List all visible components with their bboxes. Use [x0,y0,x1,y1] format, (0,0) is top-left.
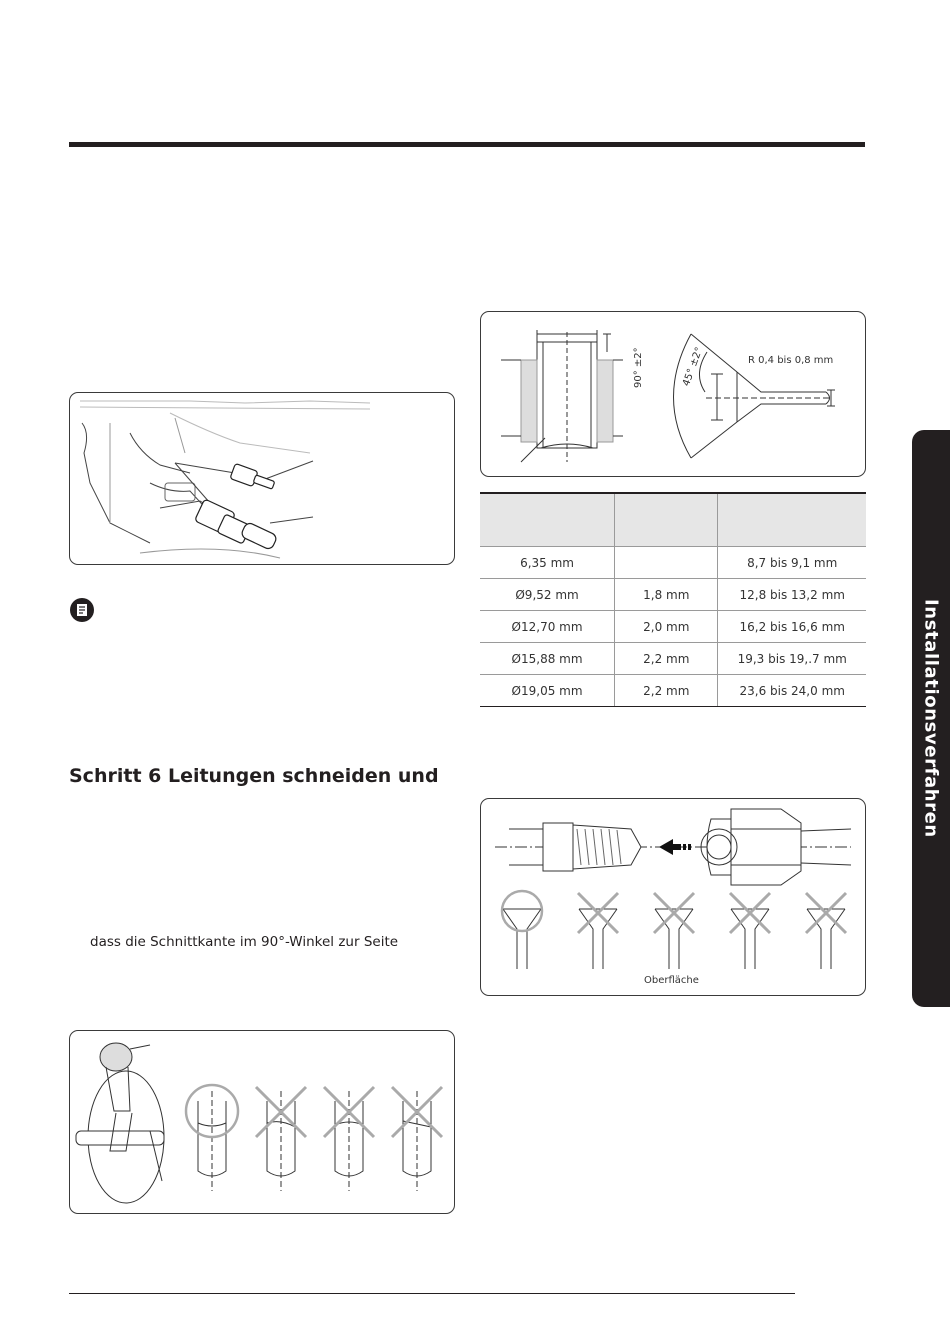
table-header-row [480,493,866,547]
flare-dimension-illustration [481,312,866,477]
figure-flare-connection [480,798,866,996]
figure-pipe-cutting [69,1030,455,1214]
table-row [480,579,866,611]
table-cell: Ø19,05 mm [480,675,615,707]
footer-rule [69,1293,795,1294]
table-cell: 1,8 mm [615,579,718,611]
valve-nut-illustration [70,393,455,565]
surface-label: Oberfläche [644,975,699,986]
table-cell: 23,6 bis 24,0 mm [718,675,866,707]
table-cell: 16,2 bis 16,6 mm [718,611,866,643]
table-cell [615,547,718,579]
note-icon [70,598,94,622]
figure-flare-dimensions [480,311,866,477]
section-side-tab [912,430,950,1007]
table-header-cell [480,493,615,547]
flare-radius-label: R 0,4 bis 0,8 mm [748,355,834,366]
table-cell: Ø15,88 mm [480,643,615,675]
flare-inner-angle-label: 45° ±2° [681,345,706,388]
body-text: dass die Schnittkante im 90°-Winkel zur Seite [90,934,399,950]
flare-outer-angle-label: 90° ±2° [633,347,644,388]
pipe-cutting-illustration [70,1031,455,1214]
table-header-cell [615,493,718,547]
table-cell: 2,0 mm [615,611,718,643]
table-row [480,611,866,643]
side-tab-label: Installationsverfahren [920,599,942,838]
figure-valve-nut [69,392,455,565]
flare-dimension-table [480,492,866,707]
table-cell: 8,7 bis 9,1 mm [718,547,866,579]
table-cell: 2,2 mm [615,675,718,707]
table-cell: 6,35 mm [480,547,615,579]
section-heading: Schritt 6 Leitungen schneiden und [69,765,439,787]
table-header-cell [718,493,866,547]
flare-connection-illustration [481,799,866,996]
table-row [480,675,866,707]
table-cell: 2,2 mm [615,643,718,675]
table-row [480,643,866,675]
table-row [480,547,866,579]
header-rule [69,142,865,147]
table-cell: 12,8 bis 13,2 mm [718,579,866,611]
table-cell: Ø12,70 mm [480,611,615,643]
table-cell: Ø9,52 mm [480,579,615,611]
table-cell: 19,3 bis 19,.7 mm [718,643,866,675]
